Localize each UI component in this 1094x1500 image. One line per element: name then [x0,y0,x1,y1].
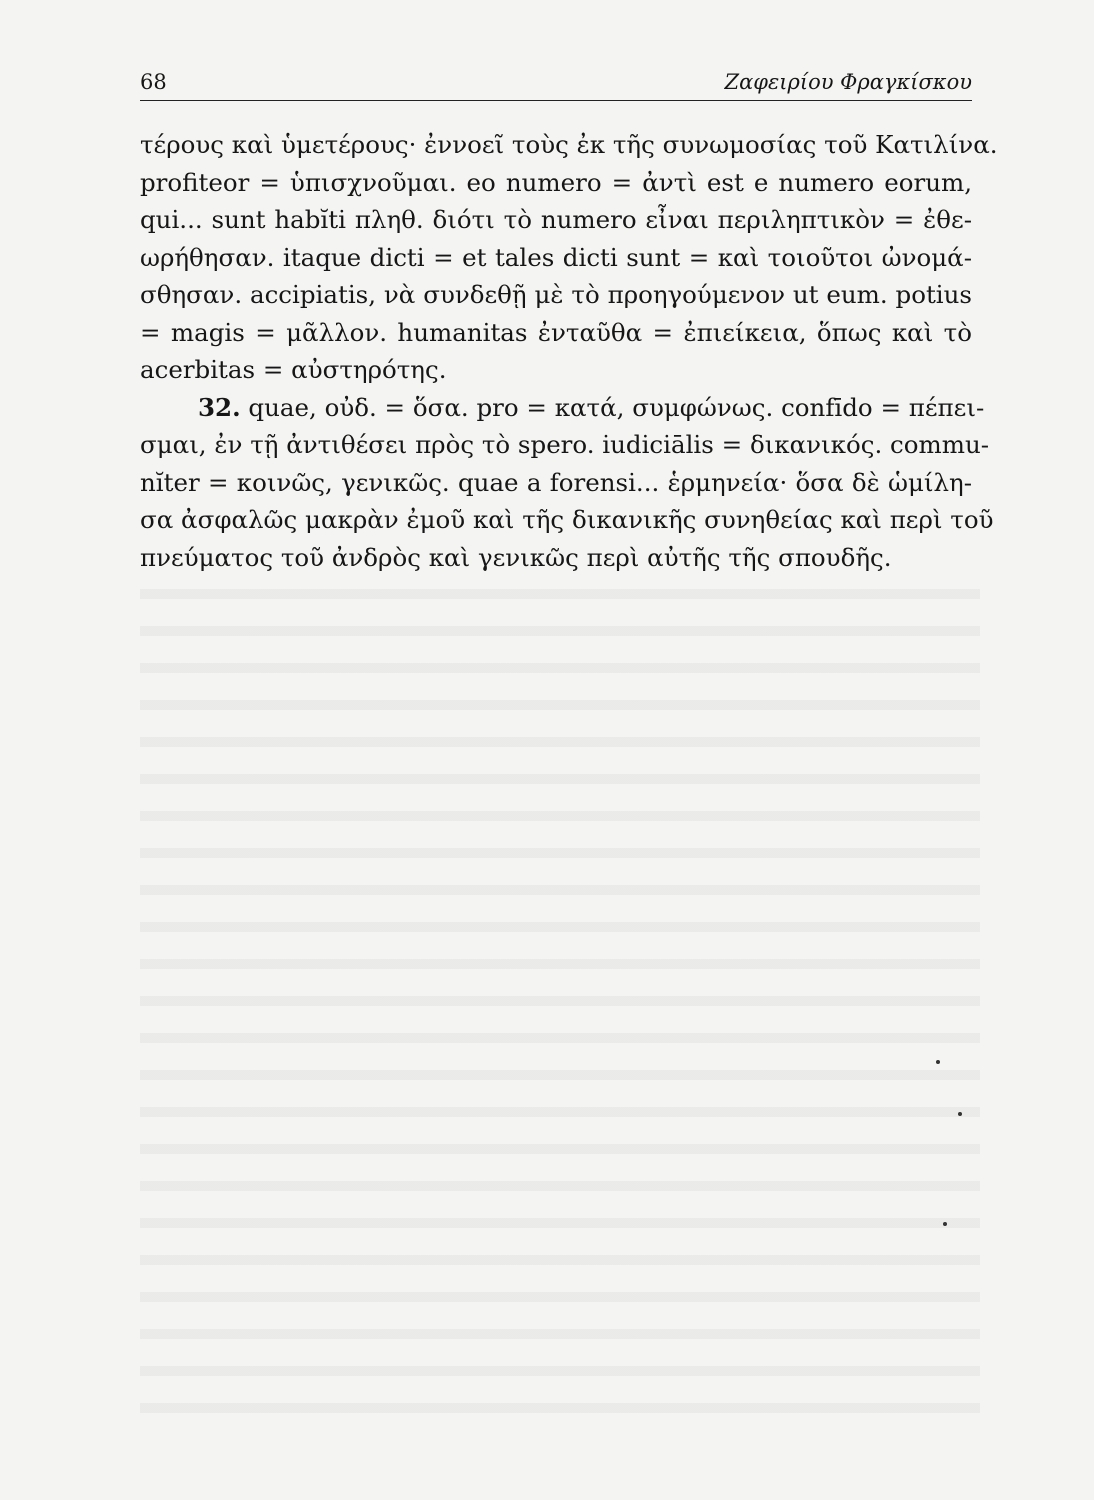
text-line: quae, οὐδ. = ὅσα. pro = κατά, συμφώνως. confīdo = πέπει- [248,392,985,422]
text-line: σμαι, ἐν τῇ ἀντιθέσει πρὸς τὸ spero. iudiciālis = δικανικός. commu- [140,430,990,459]
page-number: 68 [140,70,167,94]
running-title: Ζαφειρίου Φραγκίσκου [724,70,972,94]
text-line: σθησαν. accipiatis, νὰ συνδεθῇ μὲ τὸ προηγούμενον ut eum. potius [140,280,972,309]
text-line: ωρήθησαν. itaque dicti = et tales dicti sunt = καὶ τοιοῦτοι ὠνομά- [140,242,972,272]
text-line: πνεύματος τοῦ ἀνδρὸς καὶ γενικῶς περὶ αὐτῆς τῆς σπουδῆς. [140,542,892,572]
text-line: nĭter = κοινῶς, γενικῶς. quae a forensi... ἑρμηνεία· ὅσα δὲ ὡμίλη- [140,467,972,497]
text-line: qui... sunt habĭti πληθ. διότι τὸ numero εἶναι περιληπτικὸν = ἐθε- [140,205,972,234]
text-line: acerbitas = αὐστηρότης. [140,355,447,384]
text-line: σα ἀσφαλῶς μακρὰν ἐμοῦ καὶ τῆς δικανικῆς συνηθείας καὶ περὶ τοῦ [140,505,994,534]
section-number: 32. [198,392,241,422]
show-through-texture [140,575,980,1435]
ink-speck [936,1060,940,1064]
ink-speck [958,1112,962,1116]
page-header [140,70,972,98]
section-first-line [140,389,985,427]
ink-speck [943,1222,947,1226]
body-text [140,126,998,576]
text-line: τέρους καὶ ὑμετέρους· ἐννοεῖ τοὺς ἐκ τῆς συνωμοσίας τοῦ Κατιλίνα. [140,130,998,159]
header-rule [140,100,972,101]
text-line: profiteor = ὑπισχνοῦμαι. eo numero = ἀντὶ est e numero eorum, [140,167,972,197]
text-line: = magis = μᾶλλον. humanitas ἐνταῦθα = ἐπιείκεια, ὅπως καὶ τὸ [140,317,972,347]
